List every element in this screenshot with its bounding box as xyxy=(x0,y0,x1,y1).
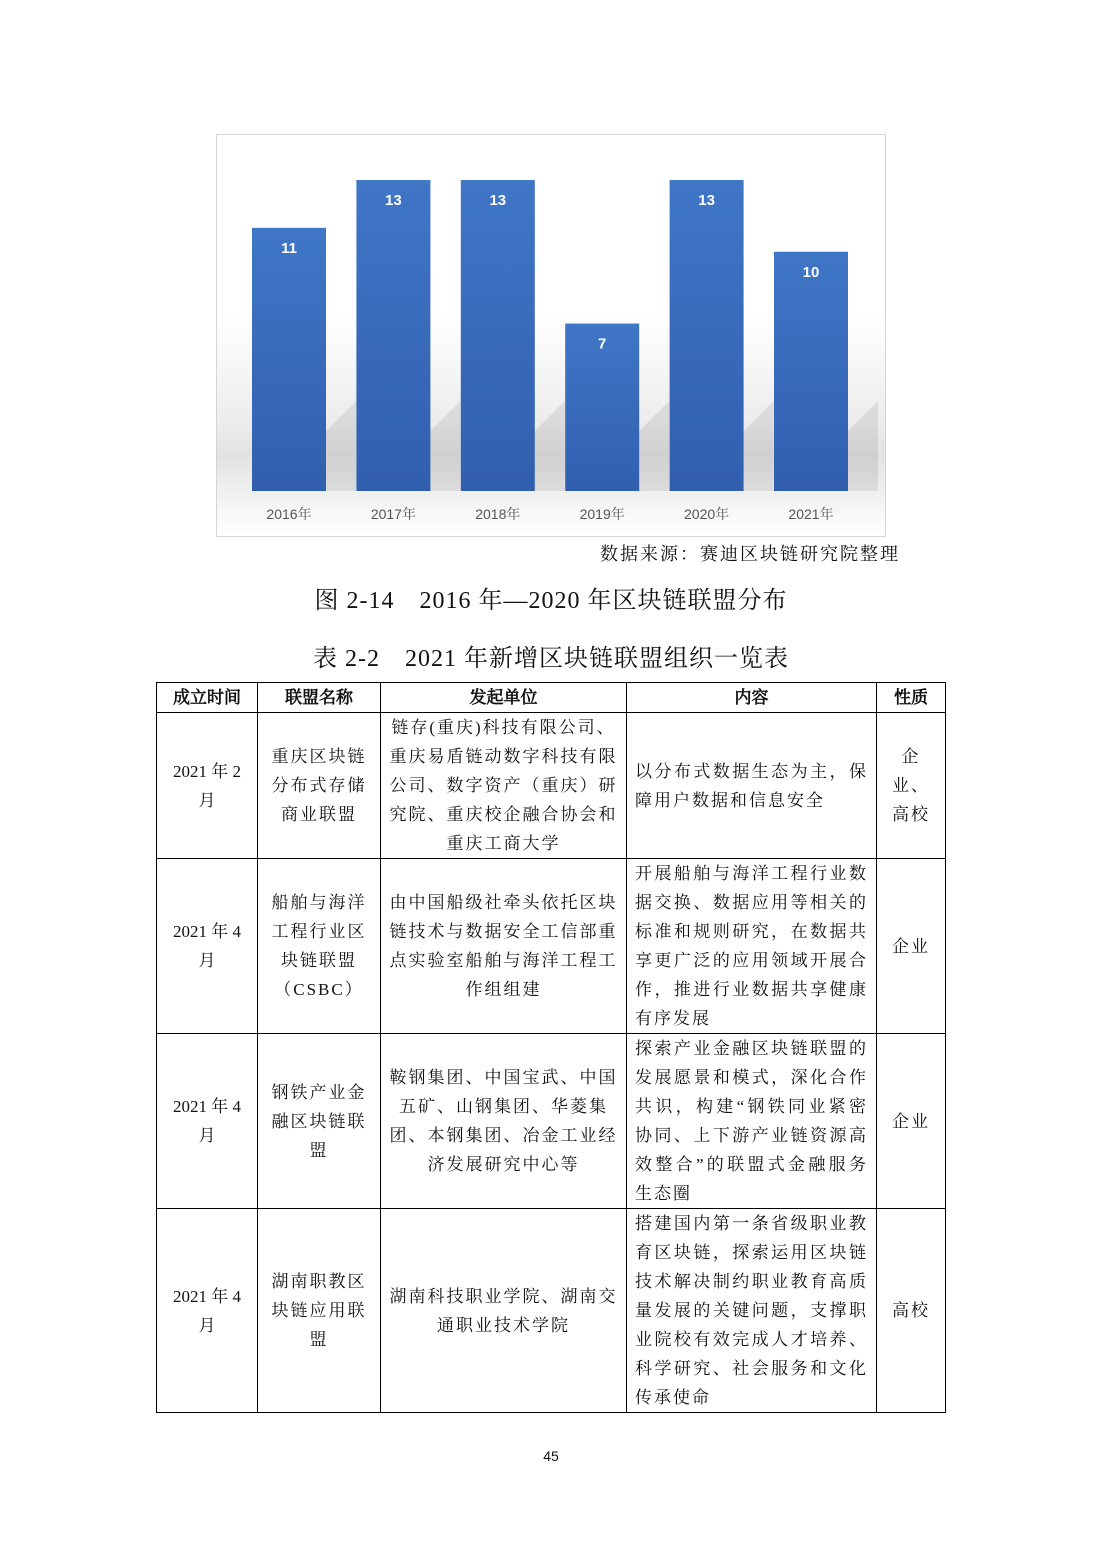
cell-name: 船舶与海洋工程行业区块链联盟（CSBC） xyxy=(258,859,381,1034)
cell-content: 探索产业金融区块链联盟的发展愿景和模式，深化合作共识，构建“钢铁同业紧密协同、上下游产业链资源高效整合”的联盟式金融服务生态圈 xyxy=(627,1034,877,1209)
bar-shadow xyxy=(744,401,774,491)
bar xyxy=(356,180,430,491)
table-row xyxy=(157,1209,946,1413)
cell-name: 湖南职教区块链应用联盟 xyxy=(258,1209,381,1413)
cell-date: 2021 年 4 月 xyxy=(157,1209,258,1413)
bar-shadow xyxy=(430,401,460,491)
bar-shadow xyxy=(326,401,356,491)
cell-initiators: 鞍钢集团、中国宝武、中国五矿、山钢集团、华菱集团、本钢集团、冶金工业经济发展研究中心等 xyxy=(381,1034,627,1209)
x-tick-label: 2019年 xyxy=(579,506,625,522)
cell-type: 企业 xyxy=(877,859,946,1034)
cell-type: 企业 xyxy=(877,1034,946,1209)
cell-initiators: 湖南科技职业学院、湖南交通职业技术学院 xyxy=(381,1209,627,1413)
header-type: 性质 xyxy=(877,683,946,713)
cell-type: 高校 xyxy=(877,1209,946,1413)
page-number: 45 xyxy=(543,1448,559,1464)
cell-content: 开展船舶与海洋工程行业数据交换、数据应用等相关的标准和规则研究，在数据共享更广泛的应用领域开展合作，推进行业数据共享健康有序发展 xyxy=(627,859,877,1034)
header-date: 成立时间 xyxy=(157,683,258,713)
cell-content: 搭建国内第一条省级职业教育区块链，探索运用区块链技术解决制约职业教育高质量发展的关键问题，支撑职业院校有效完成人才培养、科学研究、社会服务和文化传承使命 xyxy=(627,1209,877,1413)
data-label: 13 xyxy=(489,192,507,209)
table-row xyxy=(157,859,946,1034)
chart-svg xyxy=(217,135,885,536)
x-tick-label: 2016年 xyxy=(266,506,312,522)
alliance-table xyxy=(156,682,946,1413)
cell-type: 企业、高校 xyxy=(877,713,946,859)
bar-shadow xyxy=(535,401,565,491)
table-row xyxy=(157,713,946,859)
data-label: 10 xyxy=(802,263,820,281)
cell-name: 重庆区块链分布式存储商业联盟 xyxy=(258,713,381,859)
x-tick-label: 2021年 xyxy=(788,506,834,522)
bar xyxy=(252,228,326,491)
table-row xyxy=(157,1034,946,1209)
data-label: 13 xyxy=(385,192,402,209)
table-caption: 表 2-2 2021 年新增区块链联盟组织一览表 xyxy=(313,646,789,672)
cell-date: 2021 年 2 月 xyxy=(157,713,258,859)
bar-shadow xyxy=(639,401,669,491)
bar-chart xyxy=(216,134,886,537)
bar xyxy=(774,252,848,491)
data-source: 数据来源：赛迪区块链研究院整理 xyxy=(600,544,900,564)
x-tick-label: 2020年 xyxy=(684,506,730,522)
figure-caption: 图 2-14 2016 年—2020 年区块链联盟分布 xyxy=(314,588,788,614)
cell-date: 2021 年 4 月 xyxy=(157,1034,258,1209)
bar-shadow xyxy=(848,401,878,491)
header-content: 内容 xyxy=(627,683,877,713)
cell-name: 钢铁产业金融区块链联盟 xyxy=(258,1034,381,1209)
data-label: 13 xyxy=(698,192,715,209)
cell-initiators: 链存(重庆)科技有限公司、重庆易盾链动数字科技有限公司、数字资产（重庆）研究院、重庆校企融合协会和重庆工商大学 xyxy=(381,713,627,859)
x-tick-label: 2017年 xyxy=(370,506,416,522)
x-tick-label: 2018年 xyxy=(475,506,521,522)
bar xyxy=(461,180,535,491)
bar xyxy=(670,180,744,491)
cell-initiators: 由中国船级社牵头依托区块链技术与数据安全工信部重点实验室船舶与海洋工程工作组组建 xyxy=(381,859,627,1034)
table-header-row xyxy=(157,683,946,713)
header-initiators: 发起单位 xyxy=(381,683,627,713)
cell-date: 2021 年 4 月 xyxy=(157,859,258,1034)
data-label: 11 xyxy=(281,239,297,257)
header-name: 联盟名称 xyxy=(258,683,381,713)
cell-content: 以分布式数据生态为主，保障用户数据和信息安全 xyxy=(627,713,877,859)
data-label: 7 xyxy=(598,335,607,353)
